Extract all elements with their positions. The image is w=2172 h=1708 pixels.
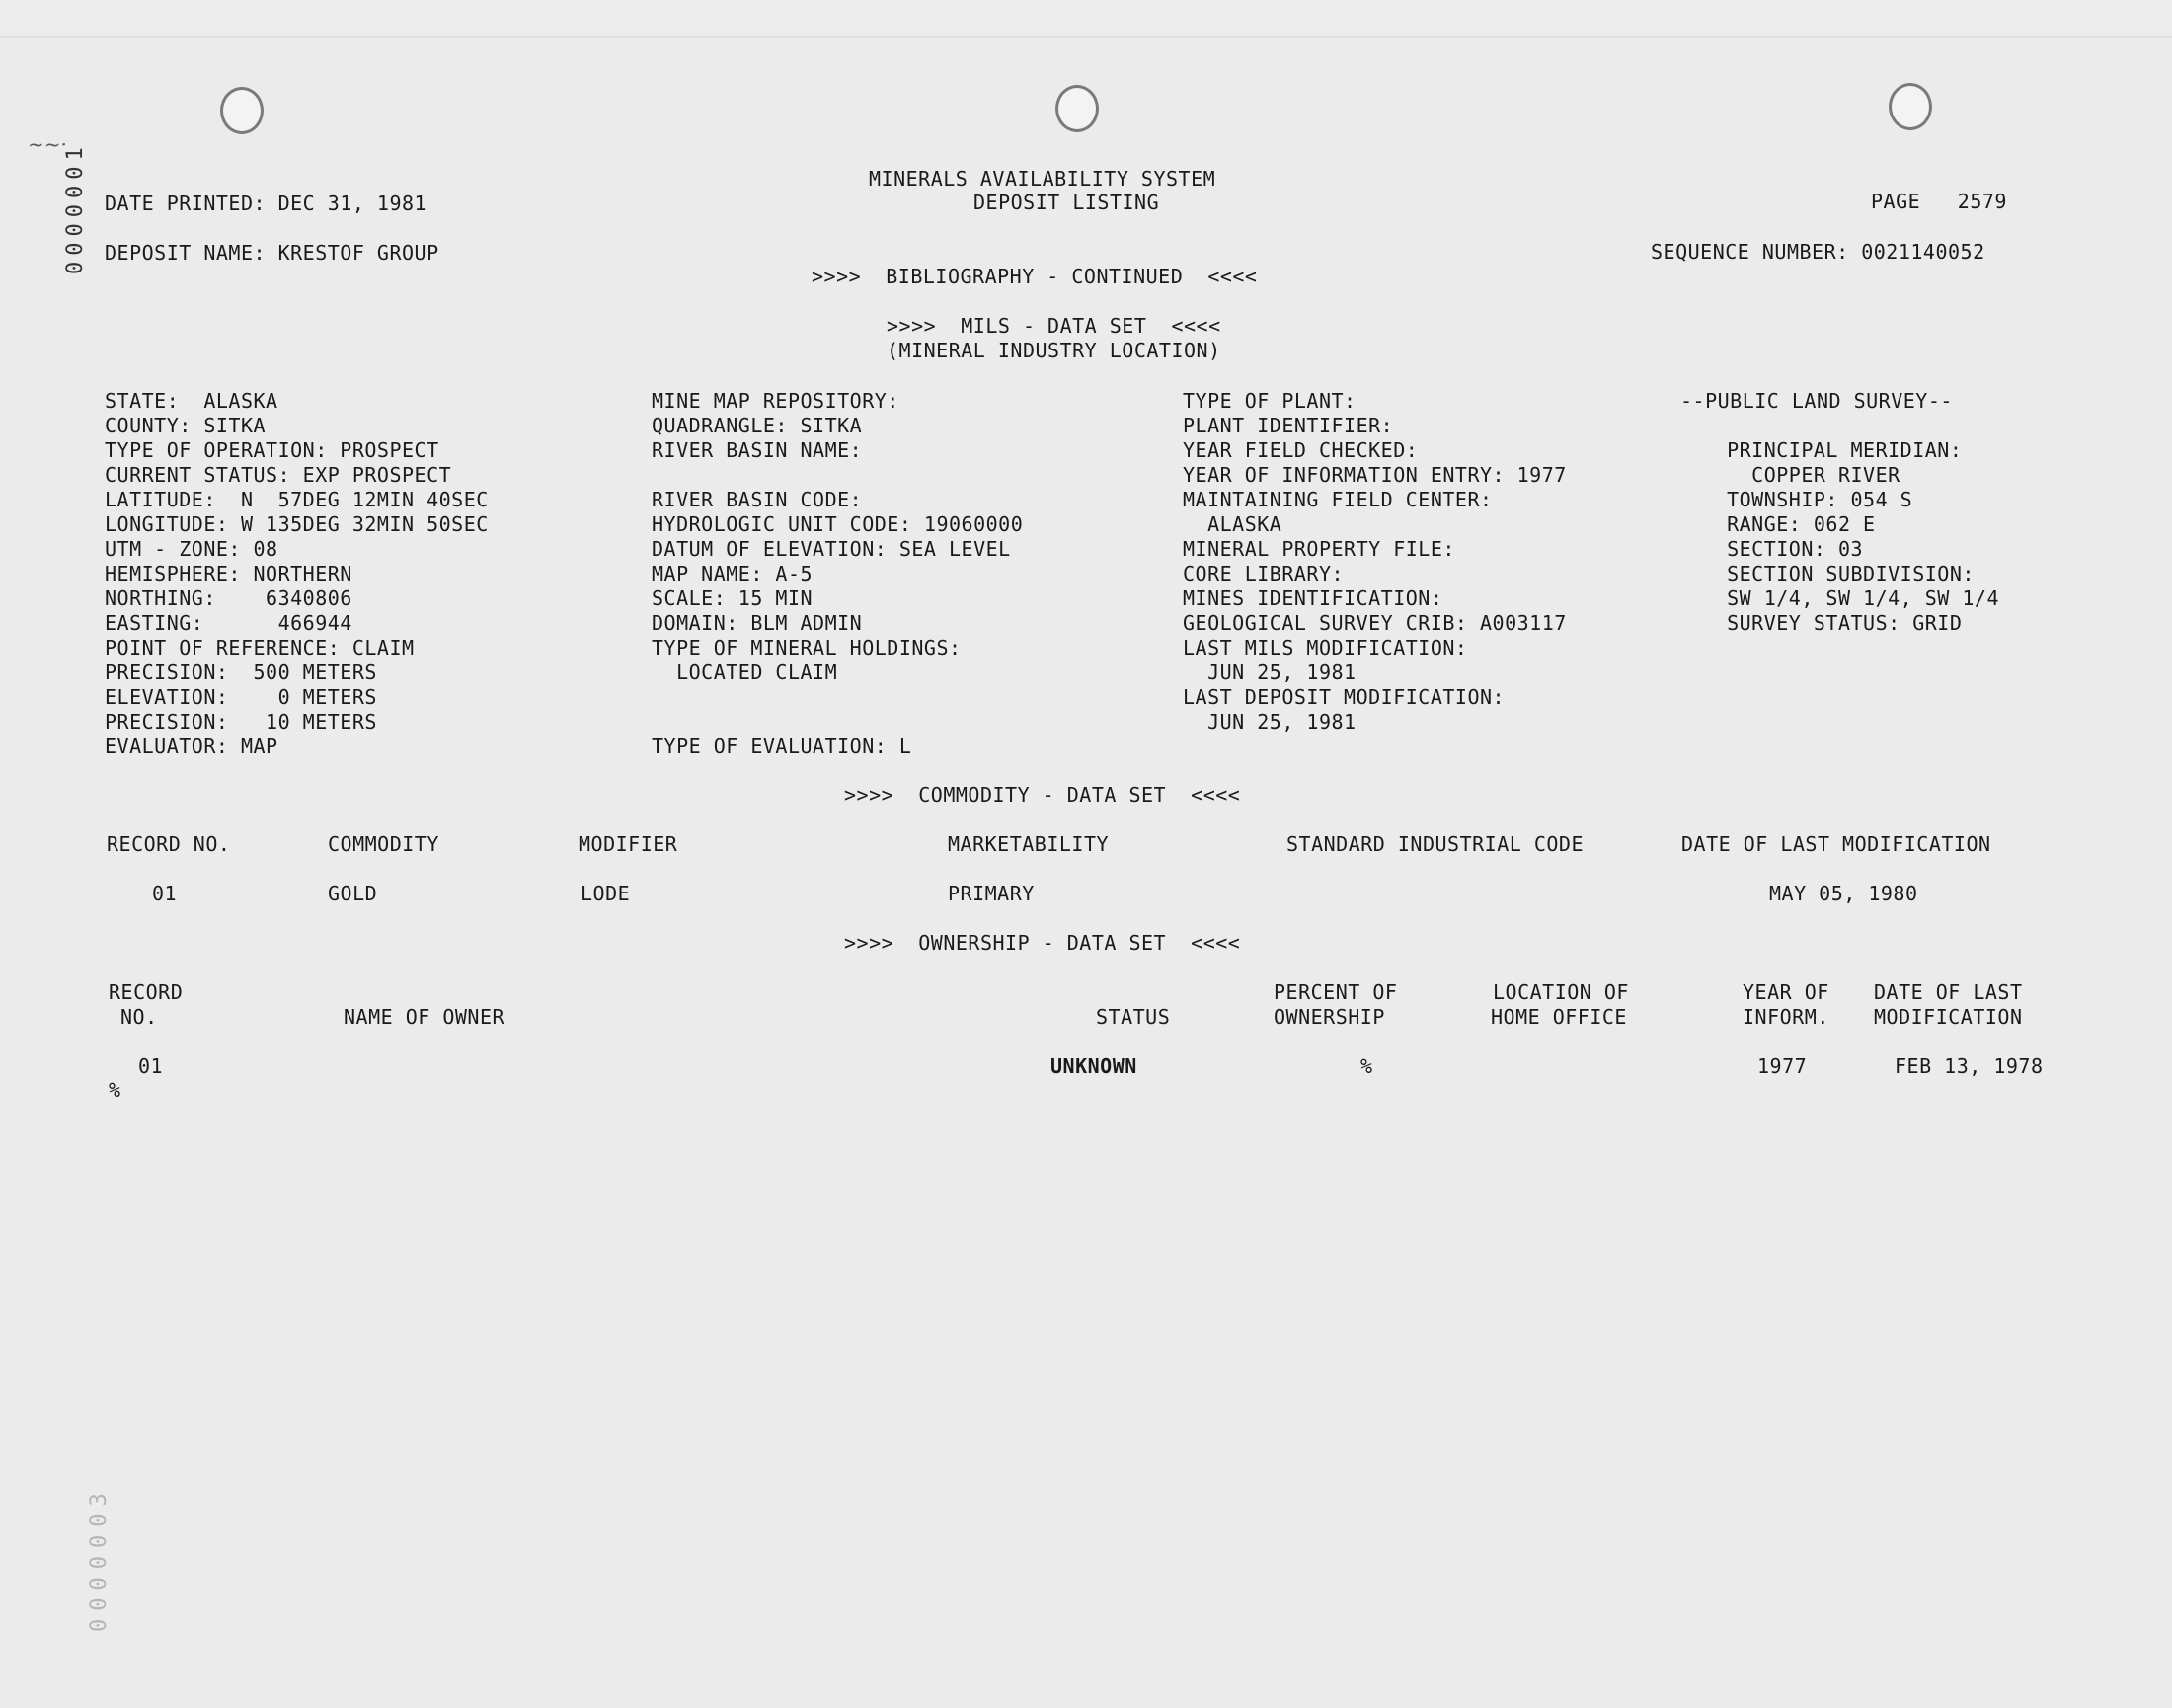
pencil-mark: ~~· [28, 132, 67, 156]
field-principal-meridian: PRINCIPAL MERIDIAN: [1702, 438, 1963, 462]
punch-hole-left [220, 87, 264, 134]
commodity-last-modification: MAY 05, 1980 [1769, 882, 1918, 905]
field-last-mils-modification-date: JUN 25, 1981 [1183, 660, 1357, 684]
field-geological-survey-crib: GEOLOGICAL SURVEY CRIB: A003117 [1183, 611, 1567, 635]
mils-heading: >>>> MILS - DATA SET <<<< [887, 314, 1221, 338]
ownership-percent: % [1360, 1054, 1373, 1078]
ownership-header-status: STATUS [1096, 1005, 1171, 1029]
field-survey-status: SURVEY STATUS: GRID [1702, 611, 1963, 635]
ownership-header-date: DATE OF LAST [1874, 980, 2023, 1004]
field-state: STATE: ALASKA [105, 389, 278, 413]
field-section-subdivision-value: SW 1/4, SW 1/4, SW 1/4 [1702, 586, 1999, 610]
sequence-number: SEQUENCE NUMBER: 0021140052 [1651, 240, 1985, 264]
field-hemisphere: HEMISPHERE: NORTHERN [105, 562, 352, 585]
ownership-header-location: LOCATION OF [1493, 980, 1629, 1004]
commodity-marketability: PRIMARY [948, 882, 1035, 905]
field-easting: EASTING: 466944 [105, 611, 352, 635]
field-year-field-checked: YEAR FIELD CHECKED: [1183, 438, 1419, 462]
field-last-deposit-modification: LAST DEPOSIT MODIFICATION: [1183, 685, 1506, 709]
field-field-center-value: ALASKA [1183, 512, 1282, 536]
field-quadrangle: QUADRANGLE: SITKA [652, 414, 863, 437]
field-type-of-evaluation: TYPE OF EVALUATION: L [652, 735, 912, 758]
public-land-survey-heading: --PUBLIC LAND SURVEY-- [1680, 389, 1953, 413]
date-printed: DATE PRINTED: DEC 31, 1981 [105, 192, 427, 215]
field-river-basin-name: RIVER BASIN NAME: [652, 438, 863, 462]
field-elevation: ELEVATION: 0 METERS [105, 685, 377, 709]
ownership-last-modification: FEB 13, 1978 [1895, 1054, 2044, 1078]
field-utm-zone: UTM - ZONE: 08 [105, 537, 278, 561]
field-precision-position: PRECISION: 500 METERS [105, 660, 377, 684]
printout-sheet [0, 36, 2172, 1708]
ownership-header-home-office: HOME OFFICE [1491, 1005, 1627, 1029]
commodity-header-marketability: MARKETABILITY [948, 832, 1110, 856]
commodity-header-commodity: COMMODITY [328, 832, 439, 856]
ownership-header-owner: NAME OF OWNER [344, 1005, 505, 1029]
field-mines-identification: MINES IDENTIFICATION: [1183, 586, 1443, 610]
ownership-year: 1977 [1757, 1054, 1808, 1078]
field-mineral-holdings: TYPE OF MINERAL HOLDINGS: [652, 636, 962, 660]
field-datum-of-elevation: DATUM OF ELEVATION: SEA LEVEL [652, 537, 1011, 561]
field-principal-meridian-value: COPPER RIVER [1702, 463, 1900, 487]
field-core-library: CORE LIBRARY: [1183, 562, 1345, 585]
field-range: RANGE: 062 E [1702, 512, 1876, 536]
field-county: COUNTY: SITKA [105, 414, 267, 437]
field-mineral-property-file: MINERAL PROPERTY FILE: [1183, 537, 1455, 561]
field-map-name: MAP NAME: A-5 [652, 562, 814, 585]
ownership-record-no: 01 [138, 1054, 164, 1078]
field-current-status: CURRENT STATUS: EXP PROSPECT [105, 463, 452, 487]
commodity-heading: >>>> COMMODITY - DATA SET <<<< [844, 783, 1241, 807]
ownership-header-percent: PERCENT OF [1274, 980, 1398, 1004]
commodity-modifier: LODE [581, 882, 631, 905]
commodity-header-record-no: RECORD NO. [107, 832, 231, 856]
field-maintaining-field-center: MAINTAINING FIELD CENTER: [1183, 488, 1493, 511]
commodity-name: GOLD [328, 882, 378, 905]
field-mineral-holdings-value: LOCATED CLAIM [652, 660, 838, 684]
ownership-header-ownership: OWNERSHIP [1274, 1005, 1385, 1029]
field-plant-identifier: PLANT IDENTIFIER: [1183, 414, 1394, 437]
field-domain: DOMAIN: BLM ADMIN [652, 611, 863, 635]
commodity-header-modifier: MODIFIER [579, 832, 678, 856]
field-last-deposit-modification-date: JUN 25, 1981 [1183, 710, 1357, 734]
ownership-header-modification: MODIFICATION [1874, 1005, 2023, 1029]
field-year-of-information-entry: YEAR OF INFORMATION ENTRY: 1977 [1183, 463, 1567, 487]
margin-stamp-top: 0000001 [63, 141, 88, 274]
field-point-of-reference: POINT OF REFERENCE: CLAIM [105, 636, 415, 660]
field-precision-elevation: PRECISION: 10 METERS [105, 710, 377, 734]
field-township: TOWNSHIP: 054 S [1702, 488, 1913, 511]
field-last-mils-modification: LAST MILS MODIFICATION: [1183, 636, 1468, 660]
commodity-record-no: 01 [152, 882, 178, 905]
deposit-name: DEPOSIT NAME: KRESTOF GROUP [105, 241, 439, 265]
field-type-of-plant: TYPE OF PLANT: [1183, 389, 1357, 413]
margin-stamp-bottom: 0000003 [87, 1485, 112, 1632]
ownership-header-year: YEAR OF [1743, 980, 1829, 1004]
field-mine-map-repository: MINE MAP REPOSITORY: [652, 389, 899, 413]
ownership-header-record: RECORD [109, 980, 184, 1004]
system-title: MINERALS AVAILABILITY SYSTEM [869, 167, 1216, 191]
listing-subtitle: DEPOSIT LISTING [973, 191, 1160, 214]
bibliography-heading: >>>> BIBLIOGRAPHY - CONTINUED <<<< [812, 265, 1258, 288]
ownership-trailer: % [109, 1078, 121, 1102]
field-scale: SCALE: 15 MIN [652, 586, 814, 610]
field-section: SECTION: 03 [1702, 537, 1864, 561]
ownership-header-no: NO. [120, 1005, 158, 1029]
field-latitude: LATITUDE: N 57DEG 12MIN 40SEC [105, 488, 489, 511]
commodity-header-sic: STANDARD INDUSTRIAL CODE [1286, 832, 1584, 856]
field-evaluator: EVALUATOR: MAP [105, 735, 278, 758]
field-river-basin-code: RIVER BASIN CODE: [652, 488, 863, 511]
field-operation-type: TYPE OF OPERATION: PROSPECT [105, 438, 439, 462]
field-northing: NORTHING: 6340806 [105, 586, 352, 610]
field-hydrologic-unit-code: HYDROLOGIC UNIT CODE: 19060000 [652, 512, 1024, 536]
mils-subheading: (MINERAL INDUSTRY LOCATION) [887, 339, 1221, 362]
page-number: PAGE 2579 [1871, 190, 2007, 213]
field-longitude: LONGITUDE: W 135DEG 32MIN 50SEC [105, 512, 489, 536]
ownership-heading: >>>> OWNERSHIP - DATA SET <<<< [844, 931, 1241, 955]
ownership-header-inform: INFORM. [1743, 1005, 1829, 1029]
punch-hole-center [1055, 85, 1099, 132]
commodity-header-last-modification: DATE OF LAST MODIFICATION [1681, 832, 1991, 856]
ownership-status: UNKNOWN [1050, 1054, 1137, 1078]
punch-hole-right [1889, 83, 1932, 130]
field-section-subdivision: SECTION SUBDIVISION: [1702, 562, 1975, 585]
